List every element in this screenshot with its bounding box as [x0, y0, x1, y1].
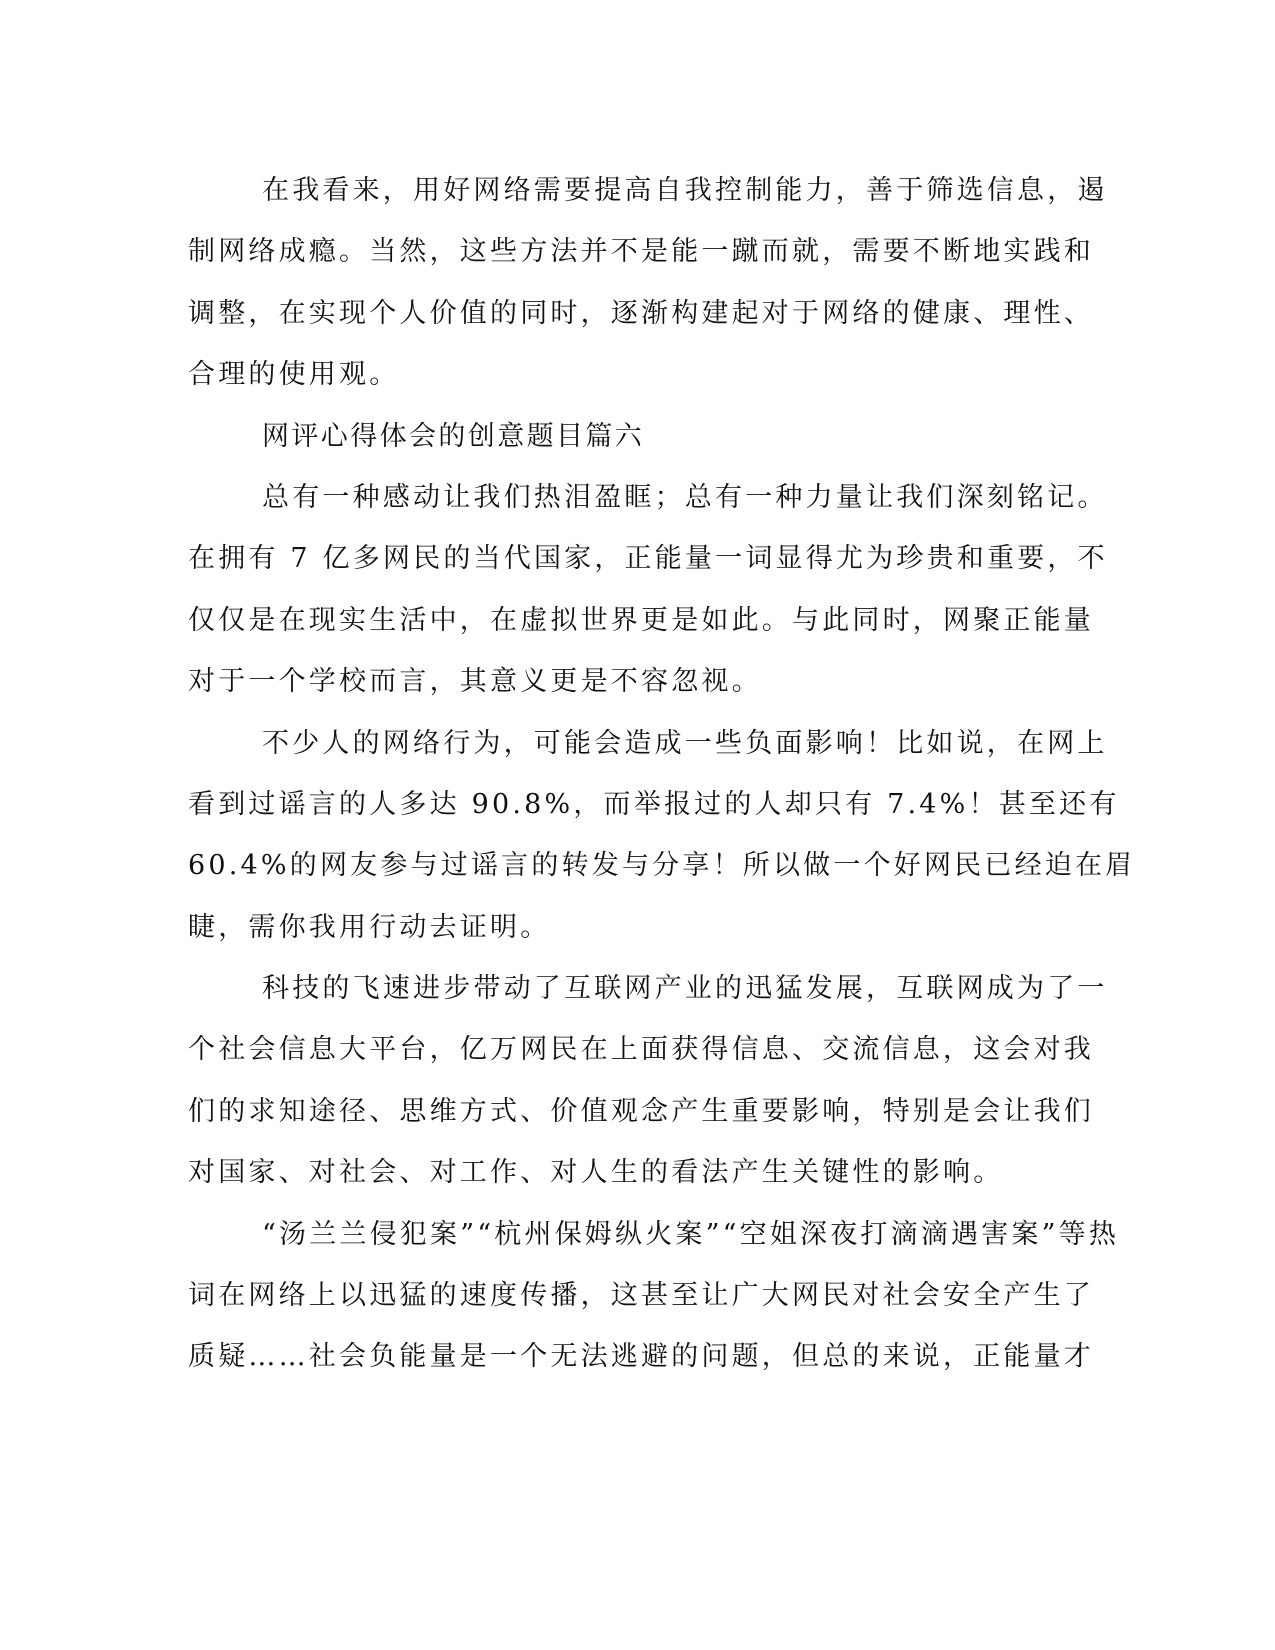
document-body	[188, 160, 1136, 1388]
text-line: 们的求知途径、思维方式、价值观念产生重要影响，特别是会让我们	[188, 1095, 1094, 1127]
text-line: 仅仅是在现实生活中，在虚拟世界更是如此。与此同时，网聚正能量	[188, 604, 1094, 636]
text-line: 60.4%的网友参与过谣言的转发与分享！所以做一个好网民已经迫在眉	[188, 850, 1136, 882]
text-line: 睫，需你我用行动去证明。	[188, 911, 551, 943]
text-line: 个社会信息大平台，亿万网民在上面获得信息、交流信息，这会对我	[188, 1034, 1094, 1066]
paragraph-hot-cases	[188, 1204, 1120, 1388]
paragraph-rumor-statistics	[188, 713, 1136, 959]
text-line: 科技的飞速进步带动了互联网产业的迅猛发展，互联网成为了一	[262, 973, 1108, 1005]
text-line: 在拥有 7 亿多网民的当代国家，正能量一词显得尤为珍贵和重要，不	[188, 543, 1108, 575]
heading-text: 网评心得体会的创意题目篇六	[262, 420, 645, 452]
text-line: 对于一个学校而言，其意义更是不容忽视。	[188, 666, 762, 698]
paragraph-internet-development	[188, 958, 1108, 1204]
paragraph-self-control	[188, 160, 1108, 406]
text-line: 对国家、对社会、对工作、对人生的看法产生关键性的影响。	[188, 1157, 1004, 1189]
text-line: 不少人的网络行为，可能会造成一些负面影响！比如说，在网上	[262, 727, 1108, 759]
text-line: 总有一种感动让我们热泪盈眶；总有一种力量让我们深刻铭记。	[262, 481, 1108, 513]
text-line: 在我看来，用好网络需要提高自我控制能力，善于筛选信息，遏	[262, 175, 1108, 206]
text-line: 看到过谣言的人多达 90.8%，而举报过的人却只有 7.4%！甚至还有	[188, 788, 1120, 820]
text-line: 质疑……社会负能量是一个无法逃避的问题，但总的来说，正能量才	[188, 1341, 1094, 1373]
text-line: 调整，在实现个人价值的同时，逐渐构建起对于网络的健康、理性、	[188, 297, 1094, 329]
text-line: 制网络成瘾。当然，这些方法并不是能一蹴而就，需要不断地实践和	[188, 236, 1094, 268]
text-line: 词在网络上以迅猛的速度传播，这甚至让广大网民对社会安全产生了	[188, 1280, 1094, 1312]
section-heading	[188, 406, 1076, 467]
text-line: 合理的使用观。	[188, 359, 400, 391]
text-line: “汤兰兰侵犯案”“杭州保姆纵火案”“空姐深夜打滴滴遇害案”等热	[262, 1218, 1120, 1250]
paragraph-positive-energy	[188, 467, 1108, 713]
